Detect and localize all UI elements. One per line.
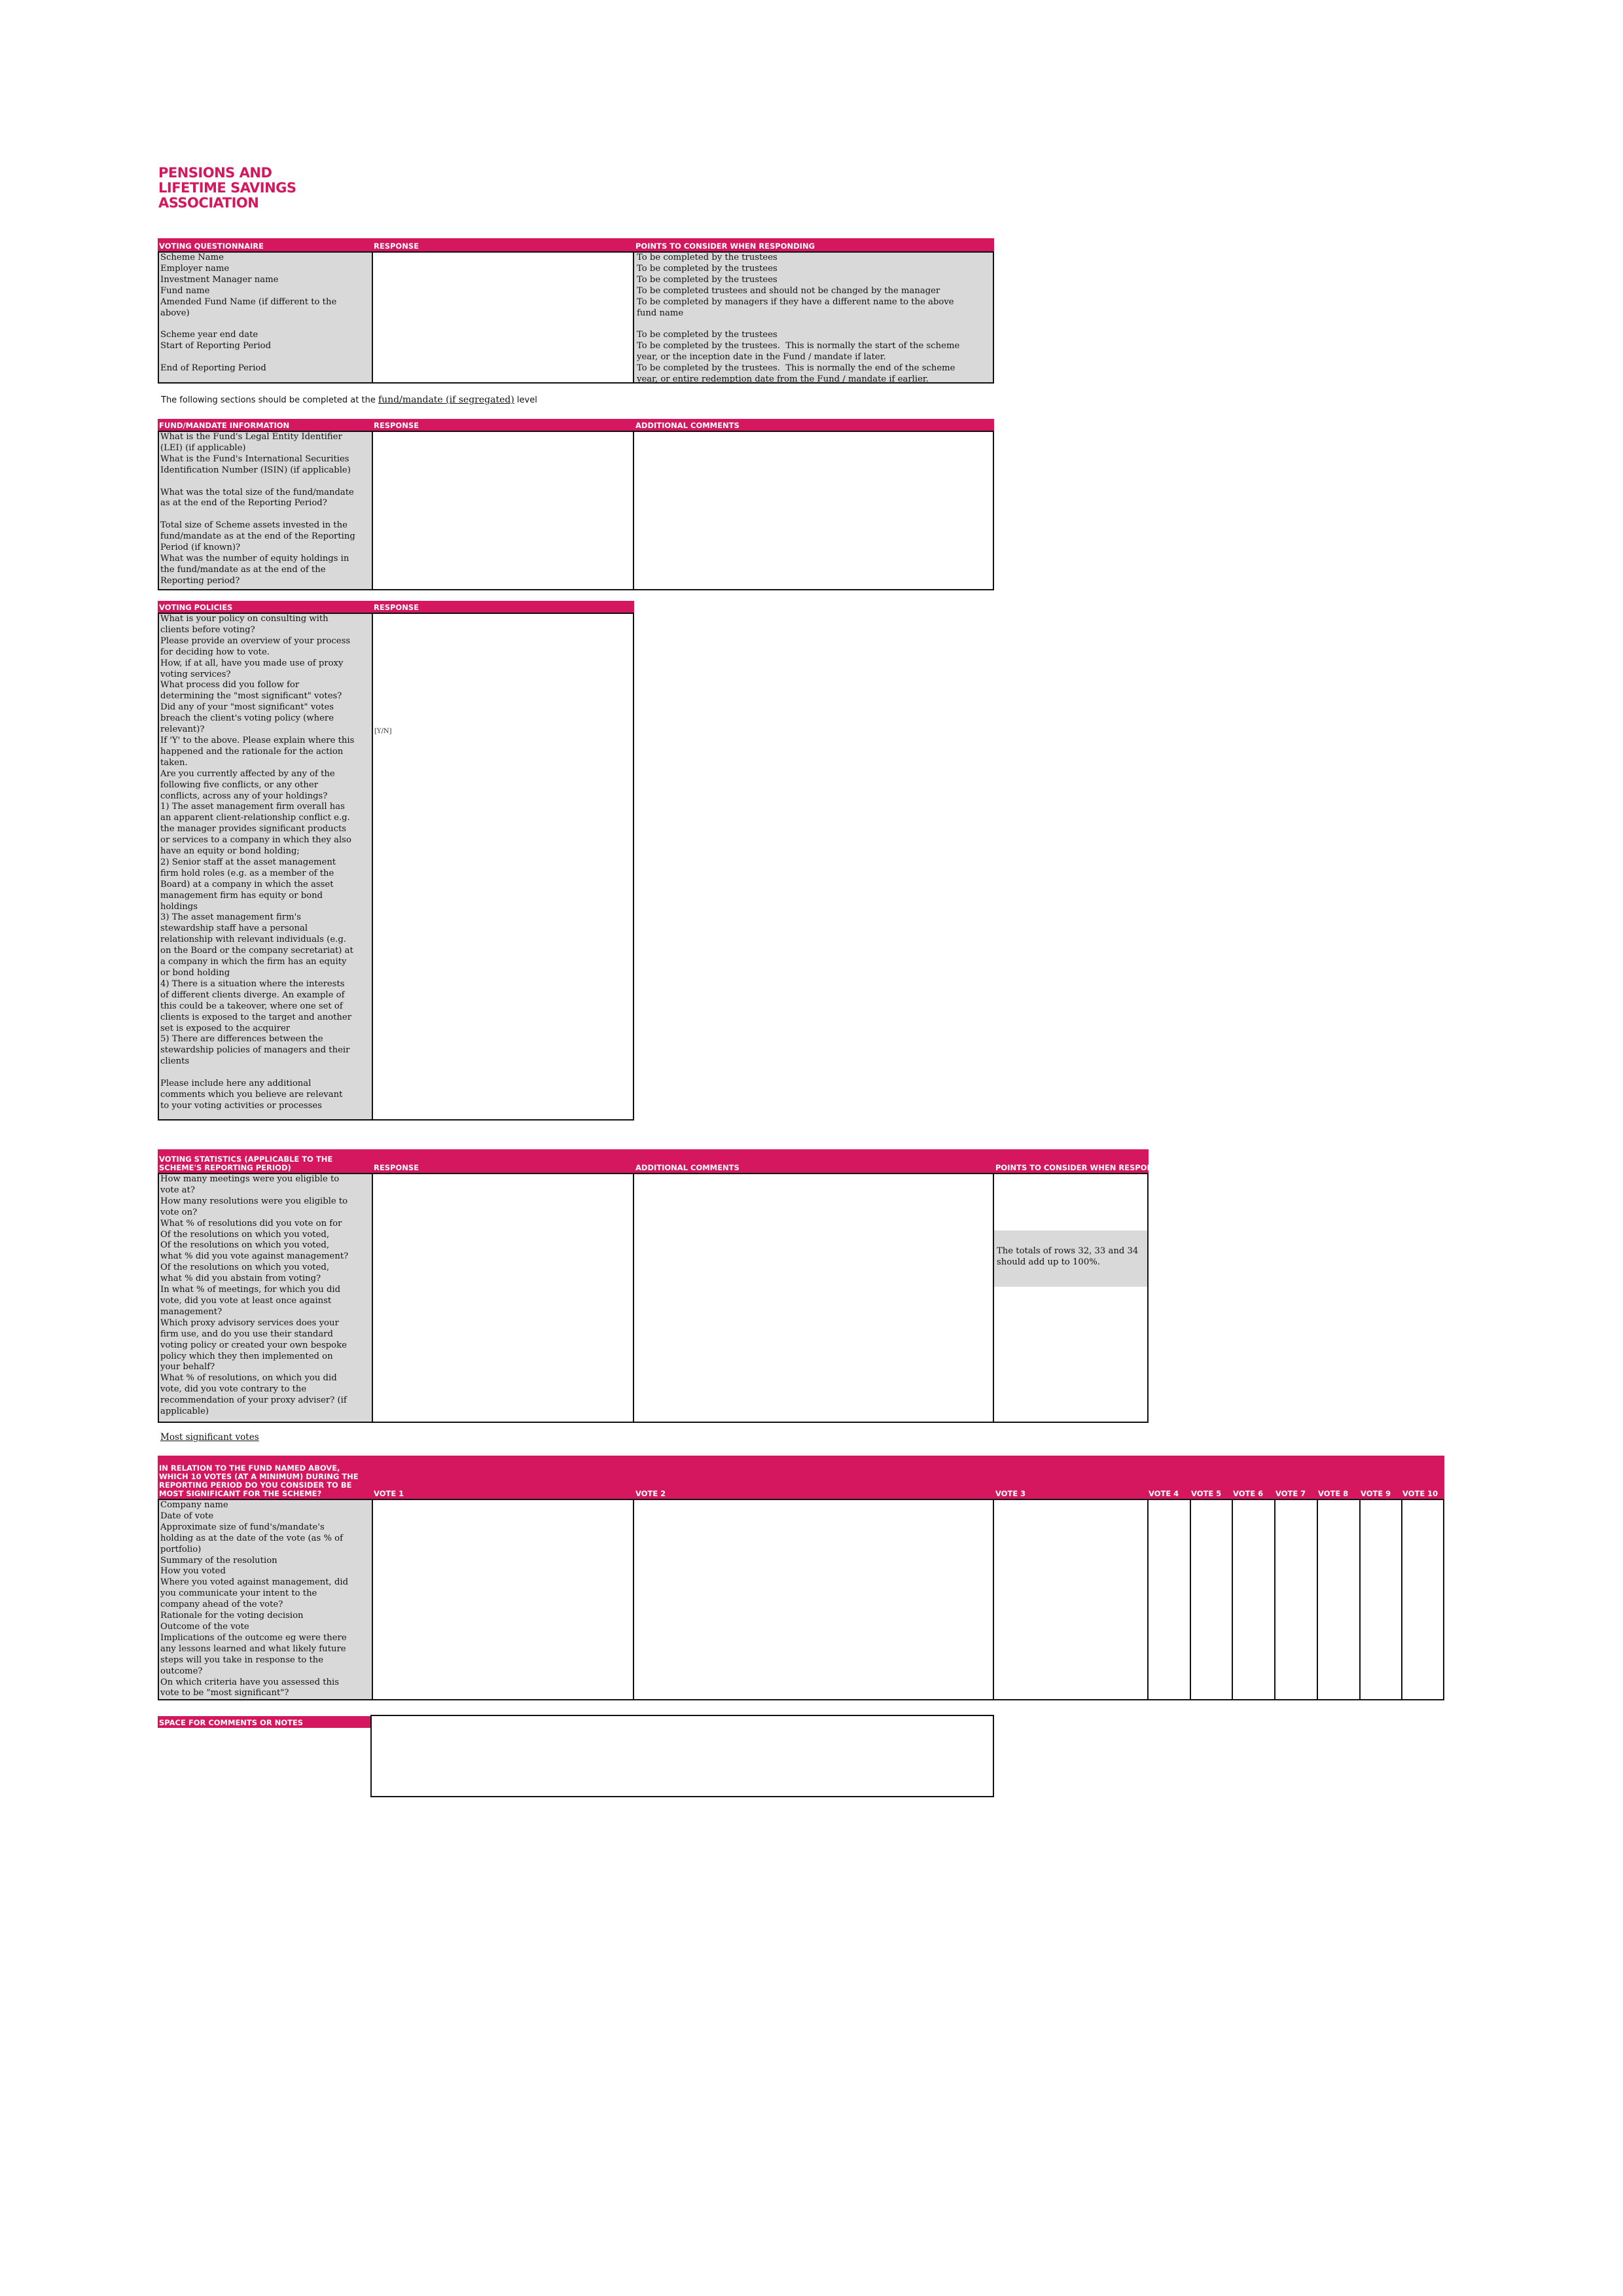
voting-policies-questions [159,614,372,1112]
fund-info-comments-area[interactable] [634,432,993,589]
voting-statistics-response-area[interactable] [373,1174,632,1422]
section-note [161,395,537,405]
question-holding-size: Approximate size of fund's/mandate's holding as at the date of the vote (as % of portfolio) [160,1522,343,1554]
question-scheme-year-end: Scheme year end date [160,330,259,340]
voting-questionnaire-table [158,251,994,384]
header-response: RESPONSE [374,603,419,612]
column-divider [633,253,634,382]
header-voting-questionnaire: VOTING QUESTIONNAIRE [159,242,264,251]
question-meetings-against: In what % of meetings, for which you did vote, did you vote at least once against management? [160,1285,341,1317]
question-conflicts: Are you currently affected by any of the following five conflicts, or any other conflicts, across any of your holdings? [160,768,335,801]
most-significant-header [158,1456,1444,1499]
logo-line-2: LIFETIME SAVINGS [158,180,296,196]
yn-label: [Y/N] [374,728,392,735]
spacer [637,319,992,330]
pensions-lifetime-savings-association-logo [158,166,329,211]
header-response: RESPONSE [374,421,419,430]
question-abstained: Of the resolutions on which you voted, what % did you abstain from voting? [160,1263,330,1284]
question-proxy-voting: How, if at all, have you made use of proxy voting services? [160,658,344,679]
conflict-3: 3) The asset management firm's stewardship staff have a personal relationship with relevant individuals (e.g. on the Board or the company secretariat) at a company in which the firm has an equity or bond holding [160,912,353,978]
header-vote-5: VOTE 5 [1191,1489,1222,1498]
question-outcome: Outcome of the vote [160,1621,249,1632]
column-divider [1147,1500,1149,1699]
question-communicate-intent: Where you voted against management, did you communicate your intent to the company ahead of the vote? [160,1577,349,1610]
question-significant-process: What process did you follow for determining the "most significant" votes? [160,680,342,702]
question-resolutions-voted: What % of resolutions did you vote on for [160,1218,342,1229]
question-process-overview: Please provide an overview of your process for deciding how to vote. [160,636,351,657]
conflict-5: 5) There are differences between the stewardship policies of managers and their clients [160,1034,350,1067]
question-company-name: Company name [160,1500,228,1510]
question-how-voted: How you voted [160,1566,226,1577]
question-voted-with: Of the resolutions on which you voted, [160,1229,330,1240]
comments-box[interactable] [370,1715,994,1797]
question-criteria: On which criteria have you assessed this vote to be "most significant"? [160,1677,339,1698]
question-breach-explanation: If 'Y' to the above. Please explain where this happened and the rationale for the action taken. [160,735,355,768]
header-voting-policies: VOTING POLICIES [159,603,233,612]
header-vote-4: VOTE 4 [1149,1489,1179,1498]
header-comments: SPACE FOR COMMENTS OR NOTES [159,1718,304,1727]
question-amended-fund-name: Amended Fund Name (if different to the above) [160,296,337,318]
column-divider [1401,1500,1402,1699]
header-vote-1: VOTE 1 [374,1489,404,1498]
point-amended-fund-name: To be completed by managers if they have a different name to the above fund name [637,296,954,318]
question-voted-against: Of the resolutions on which you voted, what % did you vote against management? [160,1240,349,1262]
column-divider [1359,1500,1361,1699]
question-scheme-name: Scheme Name [160,253,224,262]
most-significant-title-text: Most significant votes [160,1432,259,1443]
question-additional-comments: Please include here any additional comments which you believe are relevant to your voting activities or processes [160,1079,343,1111]
conflict-2: 2) Senior staff at the asset management firm hold roles (e.g. as a member of the Board) at a company in which the asset management firm has equity or bond holdings [160,857,336,912]
question-policy-breach: Did any of your "most significant" votes breach the client's voting policy (where relevant)? [160,702,334,735]
most-significant-title [160,1432,259,1443]
section-note-link: fund/mandate (if segregated) [378,395,514,405]
question-contrary-proxy: What % of resolutions, on which you did vote, did you vote contrary to the recommendation of your proxy adviser? (if applicable) [160,1373,347,1417]
spacer [160,319,372,330]
question-scheme-assets: Total size of Scheme assets invested in the fund/mandate as at the end of the Reporting Period (if known)? [160,520,355,553]
question-isin: What is the Fund's International Securities Identification Number (ISIN) (if applicable) [160,454,351,475]
question-total-size: What was the total size of the fund/mandate as at the end of the Reporting Period? [160,487,354,509]
voting-policies-table [158,613,634,1121]
vote-1-input-area[interactable] [373,1500,632,1699]
conflict-1: 1) The asset management firm overall has an apparent client-relationship conflict e.g. the manager provides significant products or services to a company in which they also have an equity or bond holding; [160,802,351,857]
question-policy-consulting: What is your policy on consulting with clients before voting? [160,614,329,635]
header-vote-3: VOTE 3 [995,1489,1026,1498]
point-start-reporting-period: To be completed by the trustees. This is normally the start of the scheme year, or the inception date in the Fund / mandate if later. [637,341,960,363]
logo-line-3: ASSOCIATION [158,195,259,211]
voting-statistics-questions [159,1174,372,1418]
voting-policies-header [158,601,634,613]
column-divider [1232,1500,1233,1699]
fund-info-table [158,431,994,590]
spacer [160,352,372,363]
question-date-of-vote: Date of vote [160,1511,214,1521]
vote-2-input-area[interactable] [634,1500,992,1699]
voting-statistics-table [158,1173,1149,1423]
question-meetings-eligible: How many meetings were you eligible to vote at? [160,1174,340,1195]
most-significant-questions [159,1500,372,1699]
question-lei: What is the Fund's Legal Entity Identifier (LEI) (if applicable) [160,432,342,453]
column-divider [1190,1500,1191,1699]
header-vote-7: VOTE 7 [1275,1489,1306,1498]
question-equity-holdings: What was the number of equity holdings in the fund/mandate as at the end of the Reporting period? [160,553,349,586]
spacer [160,509,372,520]
voting-statistics-header [158,1149,1175,1173]
questionnaire-questions [159,253,372,374]
question-rationale: Rationale for the voting decision [160,1611,304,1621]
question-employer-name: Employer name [160,263,230,274]
point-investment-manager: To be completed by the trustees [637,274,777,285]
question-investment-manager-name: Investment Manager name [160,274,279,285]
point-employer-name: To be completed by the trustees [637,263,777,274]
header-points-to-consider: POINTS TO CONSIDER WHEN RESPONDING [995,1163,1175,1172]
section-note-text: The following sections should be completed at the [161,395,378,405]
points-note [995,1246,1148,1268]
question-end-reporting-period: End of Reporting Period [160,363,266,374]
header-vote-8: VOTE 8 [1318,1489,1349,1498]
point-fund-name: To be completed trustees and should not be changed by the manager [637,285,940,296]
header-additional-comments: ADDITIONAL COMMENTS [635,1163,740,1172]
fund-info-header [158,419,994,431]
points-note-text: The totals of rows 32, 33 and 34 should add up to 100%. [997,1246,1139,1267]
question-proxy-services: Which proxy advisory services does your firm use, and do you use their standard voting policy or created your own bespoke policy which they then implemented on your behalf? [160,1318,347,1372]
point-end-reporting-period: To be completed by the trustees. This is normally the end of the scheme year, or entire redemption date from the Fund / mandate if earlier. [637,363,955,384]
header-fund-mandate-information: FUND/MANDATE INFORMATION [159,421,290,430]
spacer [160,476,372,488]
header-vote-2: VOTE 2 [635,1489,666,1498]
most-significant-table [158,1499,1444,1700]
comments-header [158,1716,370,1728]
header-additional-comments: ADDITIONAL COMMENTS [635,421,740,430]
column-divider [1274,1500,1275,1699]
questionnaire-points [635,253,992,386]
question-fund-name: Fund name [160,285,210,296]
header-voting-statistics: VOTING STATISTICS (APPLICABLE TO THE SCHEME'S REPORTING PERIOD) [159,1155,333,1172]
section-note-suffix: level [514,395,537,405]
question-resolutions-eligible: How many resolutions were you eligible to vote on? [160,1196,348,1217]
fund-info-questions [159,432,372,587]
voting-policies-response-area[interactable] [373,614,633,1119]
fund-info-response-area[interactable] [373,432,632,589]
column-divider [993,1174,994,1422]
conflict-4: 4) There is a situation where the interests of different clients diverge. An example of this could be a takeover, where one set of clients is exposed to the target and another set is exposed to the acquirer [160,978,351,1033]
point-scheme-name: To be completed by the trustees [637,253,777,262]
spacer [160,1067,372,1079]
question-resolution-summary: Summary of the resolution [160,1555,277,1566]
question-start-reporting-period: Start of Reporting Period [160,341,272,351]
header-response: RESPONSE [374,242,419,251]
logo-line-1: PENSIONS AND [158,165,272,181]
question-implications: Implications of the outcome eg were there any lessons learned and what likely future steps will you take in response to the outcome? [160,1632,347,1676]
point-scheme-year-end: To be completed by the trustees [637,330,777,340]
header-vote-9: VOTE 9 [1361,1489,1391,1498]
vote-3-input-area[interactable] [994,1500,1147,1699]
column-divider [1317,1500,1318,1699]
header-most-significant: IN RELATION TO THE FUND NAMED ABOVE, WHICH 10 VOTES (AT A MINIMUM) DURING THE REPORTING PERIOD DO YOU CONSIDER TO BE MOST SIGNIFICANT FOR THE SCHEME? [159,1463,359,1498]
header-vote-6: VOTE 6 [1233,1489,1264,1498]
header-vote-10: VOTE 10 [1402,1489,1438,1498]
header-points-to-consider: POINTS TO CONSIDER WHEN RESPONDING [635,242,815,251]
voting-statistics-comments-area[interactable] [634,1174,992,1422]
questionnaire-response-area[interactable] [373,253,632,382]
header-response: RESPONSE [374,1163,419,1172]
voting-questionnaire-header [158,238,994,251]
